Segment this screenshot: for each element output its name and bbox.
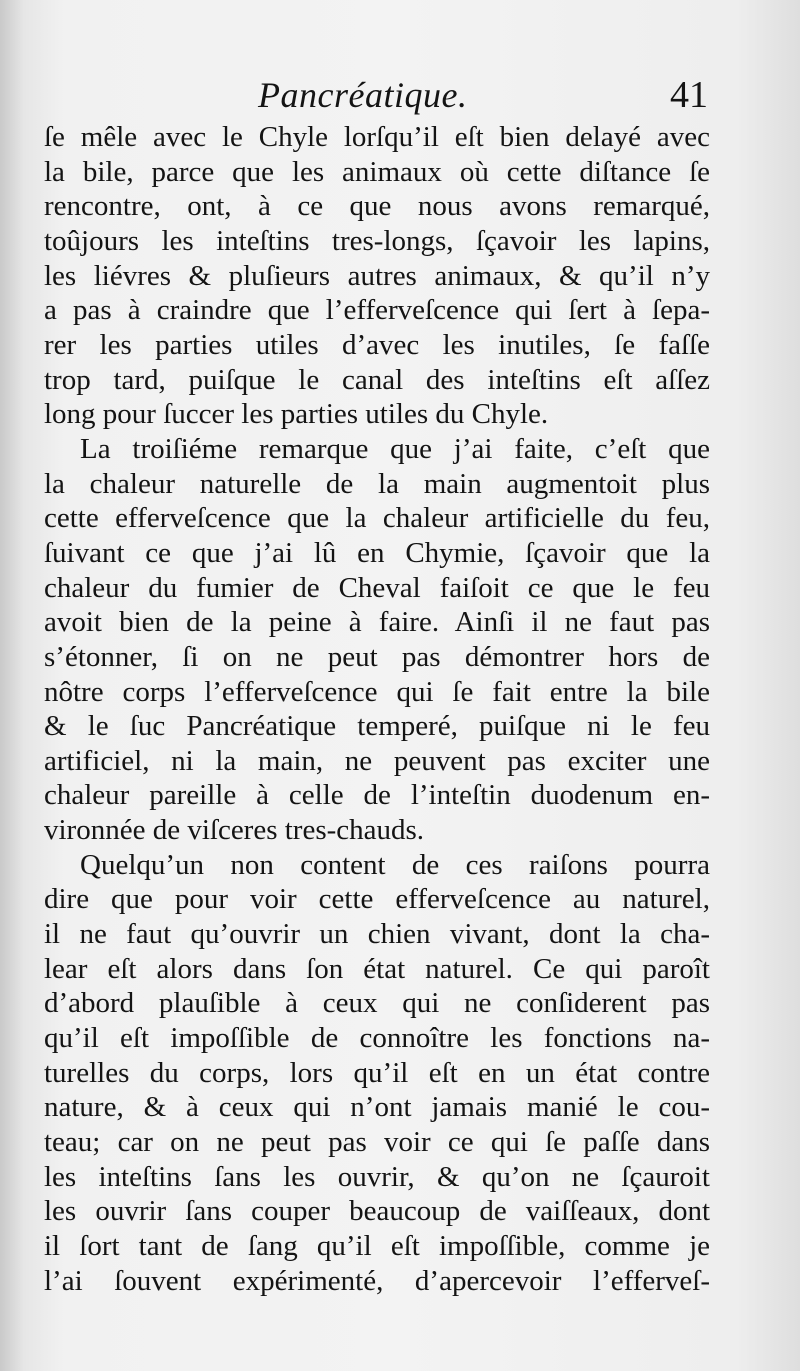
text-line: nature, & à ceux qui n’ont jamais manié le cou- bbox=[44, 1091, 710, 1124]
body-text bbox=[44, 120, 710, 1298]
text-line: il ſort tant de ſang qu’il eſt impoſſible, comme je bbox=[44, 1230, 710, 1262]
text-line: a pas à craindre que l’effervеſcence qui ſert à ſepa- bbox=[44, 294, 710, 327]
page-number: 41 bbox=[670, 74, 708, 116]
running-head bbox=[0, 72, 800, 118]
text-line: il ne faut qu’ouvrir un chien vivant, dont la cha- bbox=[44, 918, 710, 951]
text-line: les ouvrir ſans couper beaucoup de vaiſſeaux, dont bbox=[44, 1195, 710, 1228]
text-line: & le ſuc Pancréatique temperé, puiſque ni le feu bbox=[44, 710, 710, 743]
text-line: la bile, parce que les animaux où cette diſtance ſe bbox=[44, 155, 710, 188]
text-line: d’abord plauſible à ceux qui ne conſiderent pas bbox=[44, 987, 710, 1020]
text-line: les liévres & pluſieurs autres animaux, & qu’il n’y bbox=[44, 259, 710, 292]
text-line: chaleur du fumier de Cheval faiſoit ce que le feu bbox=[44, 571, 710, 604]
text-line: cette effervеſcence que la chaleur artificielle du feu, bbox=[44, 502, 710, 535]
paragraph-start-line: Quelqu’un non content de ces raiſons pourra bbox=[80, 848, 710, 881]
text-line: l’ai ſouvent expérimenté, d’apercevoir l’effervеſ- bbox=[44, 1264, 710, 1297]
text-line: toûjours les inteſtins tres-longs, ſçavoir les lapins, bbox=[44, 224, 710, 257]
running-title: Pancréatique. bbox=[258, 75, 468, 115]
text-line: qu’il eſt impoſſible de connoître les fonctions na- bbox=[44, 1022, 710, 1055]
text-line: la chaleur naturelle de la main augmentoit plus bbox=[44, 467, 710, 500]
text-line: les inteſtins ſans les ouvrir, & qu’on ne ſçauroit bbox=[44, 1160, 710, 1193]
text-line: vironnée de viſceres tres-chauds. bbox=[44, 814, 425, 847]
text-line: teau; car on ne peut pas voir ce qui ſe paſſe dans bbox=[44, 1126, 710, 1159]
text-line: artificiel, ni la main, ne peuvent pas exciter une bbox=[44, 744, 710, 777]
text-line: long pour ſuccer les parties utiles du Chyle. bbox=[44, 398, 549, 431]
text-line: rencontre, ont, à ce que nous avons remarqué, bbox=[44, 190, 710, 223]
text-line: ſuivant ce que j’ai lû en Chymie, ſçavoir que la bbox=[44, 536, 710, 569]
text-line: turelles du corps, lors qu’il eſt en un état contre bbox=[44, 1056, 710, 1089]
text-line: trop tard, puiſque le canal des inteſtins eſt aſſez bbox=[44, 363, 710, 396]
text-line: avoit bien de la peine à faire. Ainſi il ne faut pas bbox=[44, 606, 710, 639]
paragraph-start-line: La troiſiéme remarque que j’ai faite, c’eſt que bbox=[80, 432, 710, 465]
text-line: chaleur pareille à celle de l’inteſtin duodenum en- bbox=[44, 779, 710, 812]
text-line: rer les parties utiles d’avec les inutiles, ſe faſſe bbox=[44, 328, 710, 361]
text-line: nôtre corps l’effervеſcence qui ſe fait entre la bile bbox=[44, 675, 710, 708]
text-line: ſe mêle avec le Chyle lorſqu’il eſt bien delayé avec bbox=[44, 121, 710, 153]
text-line: lear eſt alors dans ſon état naturel. Ce qui paroît bbox=[44, 952, 710, 985]
text-line: s’étonner, ſi on ne peut pas démontrer hors de bbox=[44, 640, 710, 673]
text-line: dire que pour voir cette effervеſcence au naturel, bbox=[44, 883, 710, 916]
